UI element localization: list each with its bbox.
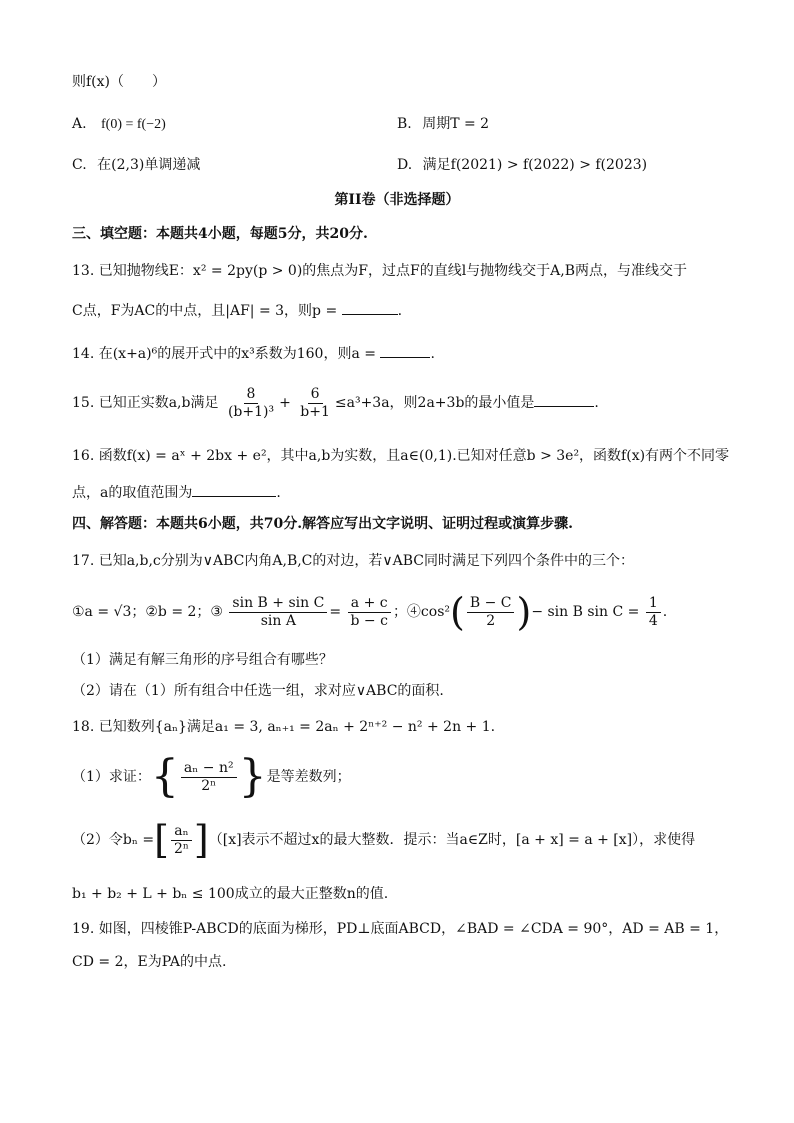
fraction-denominator: 2 [486, 612, 496, 629]
question-19-line2: CD = 2，E为PA的中点. [72, 954, 227, 970]
fraction-numerator: B − C [467, 595, 515, 613]
option-a-label: A. [72, 116, 87, 132]
question-14 [72, 343, 435, 364]
question-16-line1: 16. 函数f(x) = aˣ + 2bx + e²，其中a,b为实数，且a∈(0,1).已知对任意b > 3e²，函数f(x)有两个不同零 [72, 448, 730, 464]
q15-plus: + [279, 395, 291, 411]
option-b-text: 周期T = 2 [422, 116, 490, 132]
q15-prefix: 15. 已知正实数a,b满足 [72, 395, 219, 411]
q12-option-a [72, 114, 166, 135]
q17-cond3-left-fraction [229, 595, 327, 630]
q17-cond1-2: ①a = √3；②b = 2；③ [72, 604, 223, 620]
q18-sub2-post: （[x]表示不超过x的最大整数．提示：当a∈Z时，[a + x] = a + [x]），求使得 [208, 832, 696, 848]
q14-end: . [430, 346, 435, 362]
fraction-numerator: 1 [646, 595, 661, 613]
q16-end: . [276, 485, 281, 501]
fraction-numerator: a + c [348, 595, 391, 613]
fraction-numerator: 6 [308, 386, 323, 404]
fraction-denominator: 2ⁿ [173, 840, 189, 857]
question-13-line2 [72, 300, 402, 321]
q15-end: . [594, 395, 599, 411]
q15-fraction-2 [297, 386, 333, 421]
q15-suffix: ≤a³+3a，则2a+3b的最小值是 [334, 395, 535, 411]
left-brace: { [150, 751, 179, 802]
question-18-sub2 [72, 815, 695, 865]
question-19-line1: 19. 如图，四棱锥P-ABCD的底面为梯形，PD⊥底面ABCD，∠BAD = ∠CDA = 90°，AD = AB = 1， [72, 921, 729, 937]
question-13-line1: 13. 已知抛物线E：x² = 2py(p > 0)的焦点为F，过点F的直线l与抛物线交于A,B两点，与准线交于 [72, 263, 688, 279]
q18-sub1-post: 是等差数列； [266, 769, 351, 785]
fraction-denominator: b+1 [300, 403, 330, 420]
question-17-conditions [72, 592, 667, 632]
q13-text: C点，F为AC的中点，且|AF| = 3，则p = [72, 303, 342, 319]
answer-blank [534, 392, 594, 407]
q17-cond3-right-fraction [348, 595, 391, 630]
question-18-sub1 [72, 752, 351, 802]
question-15 [72, 383, 599, 423]
right-brace: } [238, 751, 267, 802]
question-17-line1: 17. 已知a,b,c分别为∨ABC内角A,B,C的对边，若∨ABC同时满足下列四个条件中的三个： [72, 553, 635, 569]
answer-blank [192, 482, 276, 497]
question-17-sub2: （2）请在（1）所有组合中任选一组，求对应∨ABC的面积. [72, 683, 444, 699]
q13-end: . [397, 303, 403, 319]
question-17-sub1: （1）满足有解三角形的序号组合有哪些？ [72, 652, 333, 668]
q18-sub2-pre: （2）令bₙ = [72, 832, 155, 848]
q18-sub1-fraction [181, 760, 237, 795]
option-b-label: B. [397, 116, 412, 132]
section3-title: 三、填空题：本题共4小题，每题5分，共20分. [72, 226, 368, 242]
fraction-numerator: aₙ [171, 823, 191, 841]
q12-option-c [72, 155, 200, 175]
q17-cond4-pre: ；④cos² [392, 604, 451, 620]
q17-cond4-right-fraction [646, 595, 661, 630]
question-18-sub2-line2: b₁ + b₂ + L + bₙ ≤ 100成立的最大正整数n的值. [72, 886, 389, 902]
fraction-denominator: sin A [260, 612, 296, 629]
right-paren: ) [516, 590, 532, 634]
q17-cond4-end: . [662, 604, 668, 620]
q18-sub1-pre: （1）求证： [72, 769, 151, 785]
question-18-line1: 18. 已知数列{aₙ}满足a₁ = 3, aₙ₊₁ = 2aₙ + 2ⁿ⁺² − n² + 2n + 1. [72, 719, 496, 735]
section4-title: 四、解答题：本题共6小题，共70分.解答应写出文字说明、证明过程或演算步骤. [72, 516, 573, 532]
answer-blank [342, 300, 398, 315]
part2-title: 第II卷（非选择题） [334, 192, 460, 208]
q14-text: 14. 在(x+a)⁶的展开式中的x³系数为160，则a = [72, 346, 381, 362]
q12-option-b [397, 114, 489, 134]
q15-fraction-1 [225, 386, 277, 421]
option-c-label: C. [72, 157, 87, 173]
fraction-denominator: 4 [648, 612, 658, 629]
q12-stem: 则f(x)（ ） [72, 74, 167, 90]
left-paren: ( [450, 590, 465, 634]
fraction-denominator: b − c [350, 612, 388, 629]
fraction-numerator: sin B + sin C [229, 595, 327, 613]
option-c-text: 在(2,3)单调递减 [97, 157, 201, 173]
q16-text: 点，a的取值范围为 [72, 485, 193, 501]
q17-cond4-inner-fraction [467, 595, 515, 630]
q12-option-d [397, 155, 647, 175]
q17-cond3-eq: = [329, 604, 342, 620]
q17-cond4-mid: − sin B sin C = [531, 604, 640, 620]
left-bracket: [ [154, 818, 169, 862]
option-a-text: f(0) = f(−2) [101, 117, 166, 132]
answer-blank [380, 343, 430, 358]
fraction-numerator: 8 [244, 386, 259, 404]
q18-sub2-fraction [171, 823, 192, 858]
fraction-denominator: (b+1)³ [227, 403, 275, 420]
option-d-label: D. [397, 157, 413, 173]
fraction-denominator: 2ⁿ [201, 777, 217, 794]
question-16-line2 [72, 482, 281, 503]
fraction-numerator: aₙ − n² [181, 760, 237, 778]
option-d-text: 满足f(2021) > f(2022) > f(2023) [422, 157, 648, 173]
right-bracket: ] [193, 818, 209, 862]
